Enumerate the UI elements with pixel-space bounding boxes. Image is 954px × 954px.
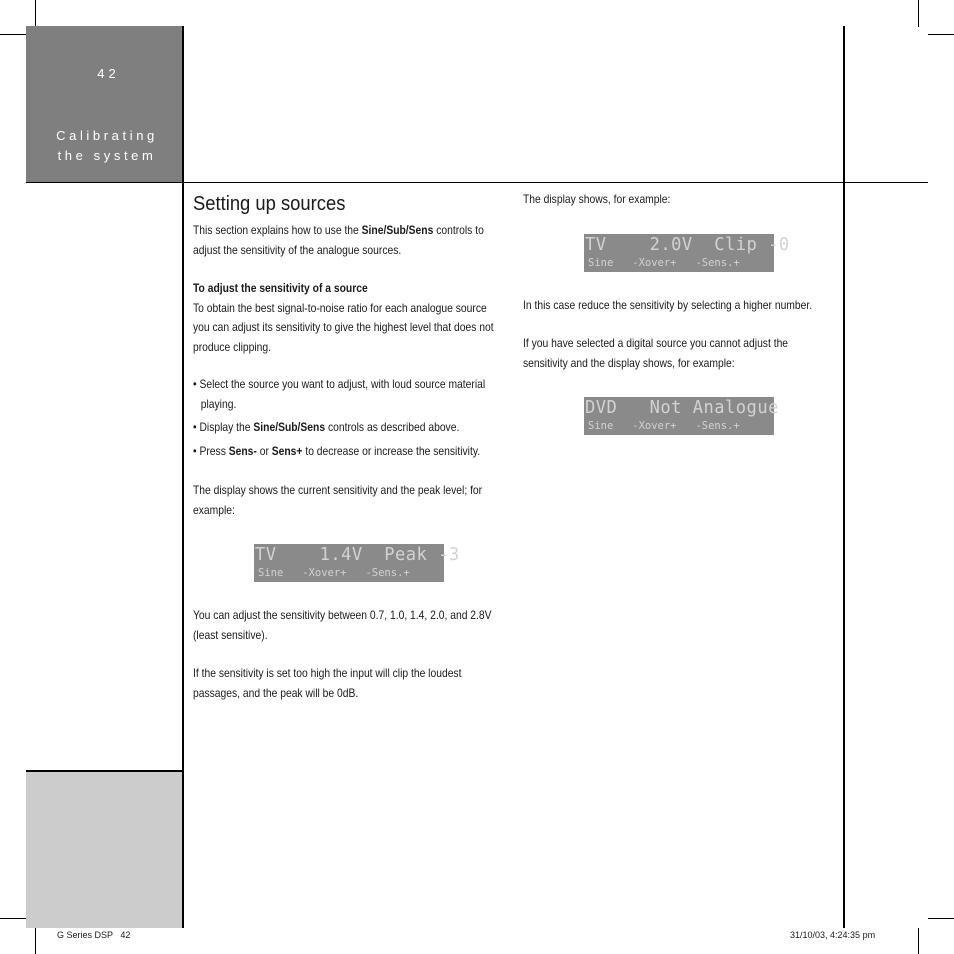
crop-mark [918,928,919,954]
section-title-line: the system [57,148,157,163]
lcd-display-clip [584,234,790,272]
subheading: To adjust the sensitivity of a source [193,281,368,295]
lcd-line-main: DVD Not Analogue [585,397,779,418]
lcd-line-controls: Sine -Xover+ -Sens.+ [588,257,740,269]
right-rule [843,26,845,928]
right-paragraph-1: The display shows, for example: [523,192,671,206]
right-paragraph-3: If you have selected a digital source you cannot adjust the sensitivity and the display shows, for example: [523,336,789,370]
crop-mark [0,918,26,919]
crop-mark [0,34,26,35]
intro-paragraph: This section explains how to use the Sine/Sub/Sens controls to adjust the sensitivity of the analogue sources. [193,223,484,257]
subheading-paragraph: To adjust the sensitivity of a source To obtain the best signal-to-noise ratio for each analogue source you can adjust its sensitivity to give the highest level that does not produce clipping. [193,281,494,354]
crop-mark [35,0,36,27]
page-heading: Setting up sources [193,193,346,215]
footer-timestamp: 31/10/03, 4:24:35 pm [790,930,876,940]
crop-mark [918,0,919,27]
list-item: • Display the Sine/Sub/Sens controls as described above. [193,420,460,434]
sensitivity-paragraph: You can adjust the sensitivity between 0.7, 1.0, 1.4, 2.0, and 2.8V (least sensitive). [193,608,492,642]
crop-mark [928,34,954,35]
lcd-line-controls: Sine -Xover+ -Sens.+ [588,420,740,432]
section-title [26,126,188,166]
list-item: • Press Sens- or Sens+ to decrease or increase the sensitivity. [193,443,481,458]
lcd-line-main: TV 1.4V Peak -3 [255,544,460,565]
lcd-line-main: TV 2.0V Clip -0 [585,234,790,255]
lcd-line-controls: Sine -Xover+ -Sens.+ [258,567,410,579]
clipping-paragraph: If the sensitivity is set too high the input will clip the loudest passages, and the peak will be 0dB. [193,666,462,700]
lcd-display-peak [254,544,460,582]
right-paragraph-2: In this case reduce the sensitivity by selecting a higher number. [523,298,813,312]
lcd-display-digital [584,397,779,435]
page-number: 42 [97,66,120,81]
bullet-list [193,375,503,461]
crop-mark [928,918,954,919]
sidebar-footer-block [26,771,183,928]
display-paragraph: The display shows the current sensitivity and the peak level; for example: [193,483,483,517]
list-item: • Select the source you want to adjust, with loud source material playing. [193,377,486,411]
footer-doc-info: G Series DSP 42 [57,930,131,940]
header-rule [26,182,928,183]
crop-mark [35,928,36,954]
section-title-line: Calibrating [56,128,158,143]
footer-block-rule [26,770,183,772]
